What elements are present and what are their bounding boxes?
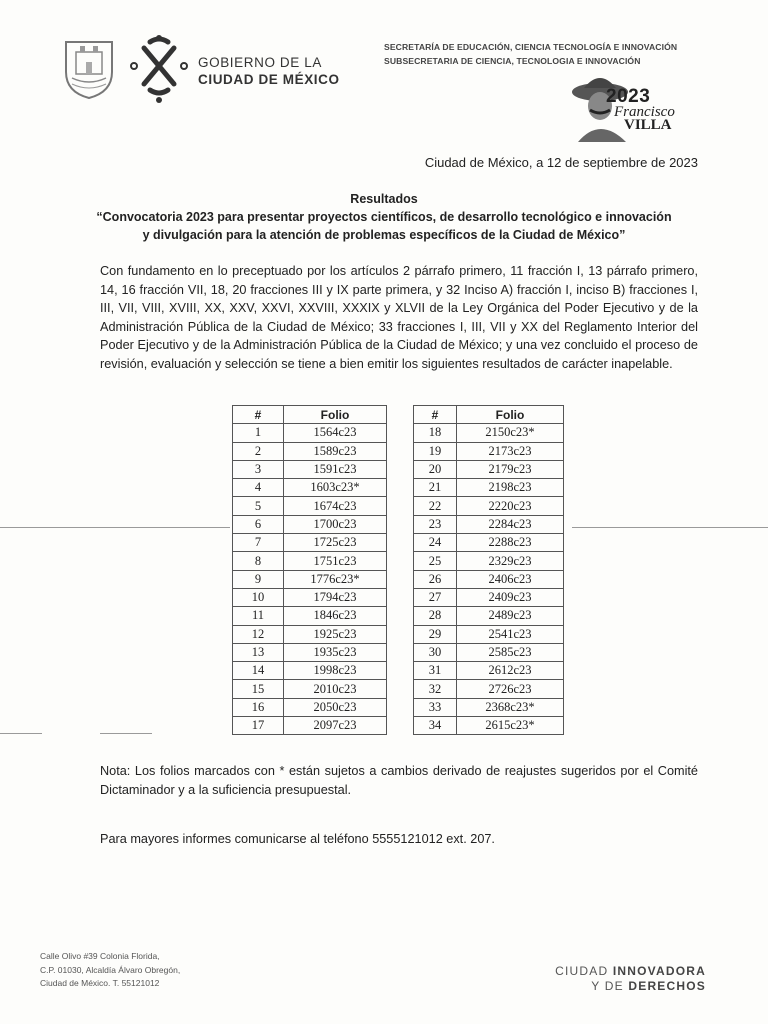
row-number: 7 (233, 534, 284, 552)
row-folio: 2198c23 (457, 479, 564, 497)
row-number: 16 (233, 698, 284, 716)
row-folio: 1725c23 (284, 534, 387, 552)
table-row (414, 424, 564, 442)
row-folio: 1935c23 (284, 643, 387, 661)
row-number: 34 (414, 717, 457, 735)
row-folio: 1674c23 (284, 497, 387, 515)
row-folio: 1998c23 (284, 662, 387, 680)
body-paragraph: Con fundamento en lo preceptuado por los artículos 2 párrafo primero, 11 fracción I, 13 párrafo primero, 14, 16 fracción VII, 18, 20 fracciones III y IX parte primera, y 32 Inciso A) fracción I, inciso B) fracciones I, III, VII, VIII, XVIII, XX, XXV, XXVI, XXVIII, XXXIX y XLVII de la Ley Orgánica del Poder Ejecutivo y de la Administración Pública de la Ciudad de México; 33 fracciones I, III, VII y XX del Reglamento Interior del Poder Ejecutivo y de la Administración Pública de la Ciudad de México; y una vez concluido el proceso de revisión, evaluación y selección se tiene a bien emitir los siguientes resultados de carácter inapelable. (100, 264, 698, 371)
table-row (233, 515, 387, 533)
row-folio: 2050c23 (284, 698, 387, 716)
row-folio: 2406c23 (457, 570, 564, 588)
gov-line-2: CIUDAD DE MÉXICO (198, 72, 340, 87)
table-row (414, 497, 564, 515)
table-row (414, 442, 564, 460)
row-folio: 2726c23 (457, 680, 564, 698)
row-folio: 2179c23 (457, 460, 564, 478)
table-row (233, 442, 387, 460)
table-row (414, 643, 564, 661)
row-number: 27 (414, 588, 457, 606)
table-row (414, 515, 564, 533)
row-folio: 1751c23 (284, 552, 387, 570)
row-number: 20 (414, 460, 457, 478)
row-number: 6 (233, 515, 284, 533)
coat-of-arms-logo (62, 38, 116, 100)
row-folio: 2097c23 (284, 717, 387, 735)
row-folio: 1925c23 (284, 625, 387, 643)
row-number: 5 (233, 497, 284, 515)
table-row (233, 680, 387, 698)
column-header-number: # (414, 406, 457, 424)
government-name (198, 54, 340, 88)
table-row (414, 625, 564, 643)
row-number: 21 (414, 479, 457, 497)
column-header-number: # (233, 406, 284, 424)
dept-line-1: SECRETARÍA DE EDUCACIÓN, CIENCIA TECNOLOGÍA E INNOVACIÓN (384, 42, 678, 52)
row-folio: 1776c23* (284, 570, 387, 588)
row-number: 28 (414, 607, 457, 625)
row-number: 8 (233, 552, 284, 570)
slogan-line-2b: DERECHOS (628, 979, 706, 993)
table-row (233, 662, 387, 680)
row-number: 18 (414, 424, 457, 442)
row-number: 3 (233, 460, 284, 478)
row-number: 4 (233, 479, 284, 497)
table-row (414, 460, 564, 478)
document-title (0, 190, 768, 244)
villa-emblem-text (606, 86, 675, 134)
row-number: 32 (414, 680, 457, 698)
row-folio: 2368c23* (457, 698, 564, 716)
folios-table-left (232, 405, 387, 735)
table-row (414, 588, 564, 606)
table-row (414, 717, 564, 735)
contact-line: Para mayores informes comunicarse al teléfono 5555121012 ext. 207. (100, 832, 495, 846)
row-folio: 2541c23 (457, 625, 564, 643)
row-number: 14 (233, 662, 284, 680)
table-row (233, 534, 387, 552)
row-folio: 2489c23 (457, 607, 564, 625)
row-number: 2 (233, 442, 284, 460)
row-folio: 1603c23* (284, 479, 387, 497)
address-line-3: Ciudad de México. T. 55121012 (40, 978, 160, 988)
slogan-line-2a: Y DE (591, 979, 629, 993)
row-folio: 1846c23 (284, 607, 387, 625)
note-paragraph: Nota: Los folios marcados con * están sujetos a cambios derivado de reajustes sugeridos por el Comité Dictaminador y a la suficiencia presupuestal. (100, 764, 698, 797)
table-row (414, 552, 564, 570)
column-header-folio: Folio (457, 406, 564, 424)
row-folio: 2173c23 (457, 442, 564, 460)
table-row (414, 607, 564, 625)
slogan-line-1b: INNOVADORA (612, 964, 706, 978)
row-folio: 1591c23 (284, 460, 387, 478)
row-number: 10 (233, 588, 284, 606)
row-folio: 2220c23 (457, 497, 564, 515)
row-folio: 2150c23* (457, 424, 564, 442)
column-header-folio: Folio (284, 406, 387, 424)
table-row (233, 552, 387, 570)
row-folio: 1794c23 (284, 588, 387, 606)
dept-line-2: SUBSECRETARIA DE CIENCIA, TECNOLOGIA E INNOVACIÓN (384, 56, 641, 66)
scan-line-mark (100, 733, 152, 734)
table-row (414, 570, 564, 588)
document-date: Ciudad de México, a 12 de septiembre de 2023 (424, 155, 698, 170)
scan-line-mark (572, 527, 768, 528)
address-line-1: Calle Olivo #39 Colonia Florida, (40, 951, 160, 961)
footer-address (40, 950, 180, 991)
row-number: 1 (233, 424, 284, 442)
title-line-1: “Convocatoria 2023 para presentar proyectos científicos, de desarrollo tecnológico e innovación (96, 210, 672, 224)
scan-line-mark (0, 733, 42, 734)
cdmx-logo (130, 34, 188, 104)
row-number: 26 (414, 570, 457, 588)
table-row (414, 662, 564, 680)
villa-name-first: Francisco (614, 104, 675, 120)
row-folio: 2585c23 (457, 643, 564, 661)
row-number: 12 (233, 625, 284, 643)
row-number: 24 (414, 534, 457, 552)
table-row (233, 570, 387, 588)
table-row (233, 588, 387, 606)
table-row (233, 717, 387, 735)
row-folio: 2284c23 (457, 515, 564, 533)
address-line-2: C.P. 01030, Alcaldía Álvaro Obregón, (40, 964, 181, 975)
title-heading: Resultados (350, 192, 418, 206)
table-header-row (414, 406, 564, 424)
table-row (414, 534, 564, 552)
row-folio: 1700c23 (284, 515, 387, 533)
table-row (414, 698, 564, 716)
row-folio: 2329c23 (457, 552, 564, 570)
row-folio: 2409c23 (457, 588, 564, 606)
footer-slogan (555, 964, 706, 994)
slogan-line-1a: CIUDAD (555, 964, 613, 978)
row-number: 17 (233, 717, 284, 735)
title-line-2: y divulgación para la atención de problemas específicos de la Ciudad de México” (142, 228, 626, 242)
table-row (414, 479, 564, 497)
row-number: 19 (414, 442, 457, 460)
row-folio: 1589c23 (284, 442, 387, 460)
table-row (233, 625, 387, 643)
department-header (384, 40, 677, 68)
table-row (414, 680, 564, 698)
table-row (233, 479, 387, 497)
table-row (233, 607, 387, 625)
table-header-row (233, 406, 387, 424)
folios-table-right (413, 405, 564, 735)
row-number: 25 (414, 552, 457, 570)
row-folio: 2612c23 (457, 662, 564, 680)
scan-line-mark (0, 527, 230, 528)
row-number: 13 (233, 643, 284, 661)
table-row (233, 424, 387, 442)
row-number: 31 (414, 662, 457, 680)
row-folio: 2288c23 (457, 534, 564, 552)
table-row (233, 698, 387, 716)
table-row (233, 643, 387, 661)
villa-name-last: VILLA (624, 117, 672, 133)
villa-year: 2023 (606, 86, 651, 107)
row-number: 22 (414, 497, 457, 515)
gov-line-1: GOBIERNO DE LA (198, 55, 322, 70)
table-row (233, 460, 387, 478)
row-folio: 1564c23 (284, 424, 387, 442)
row-number: 9 (233, 570, 284, 588)
row-number: 23 (414, 515, 457, 533)
row-number: 11 (233, 607, 284, 625)
table-row (233, 497, 387, 515)
row-folio: 2010c23 (284, 680, 387, 698)
row-number: 30 (414, 643, 457, 661)
row-number: 15 (233, 680, 284, 698)
row-number: 33 (414, 698, 457, 716)
row-folio: 2615c23* (457, 717, 564, 735)
row-number: 29 (414, 625, 457, 643)
